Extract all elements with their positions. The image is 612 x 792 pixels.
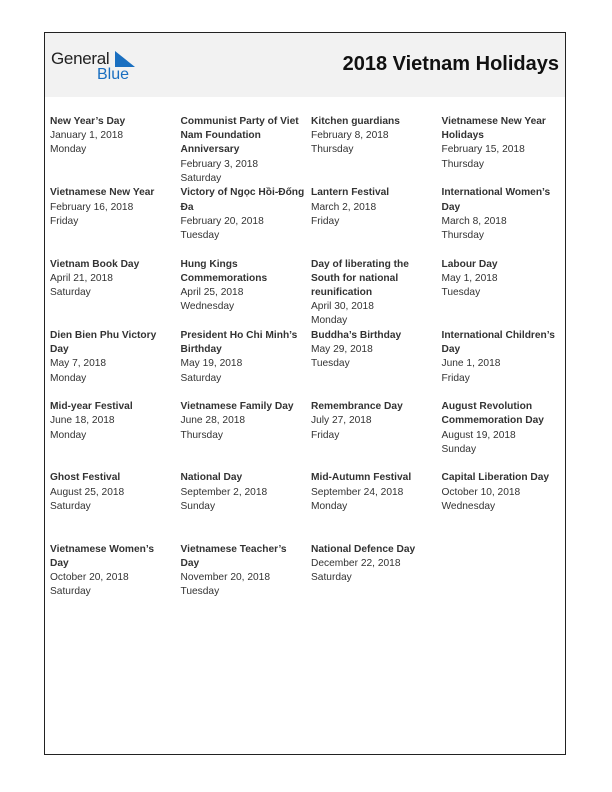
holiday-weekday: Tuesday <box>180 586 220 598</box>
brand-logo <box>51 47 141 83</box>
holiday-entry <box>442 329 573 400</box>
logo-general-text: General <box>51 49 110 68</box>
holiday-entry <box>181 471 312 542</box>
holiday-date: March 2, 2018 <box>311 201 377 213</box>
holiday-entry <box>442 471 573 542</box>
holiday-date: May 1, 2018 <box>441 272 498 284</box>
holiday-entry <box>442 186 573 257</box>
holiday-entry <box>181 115 312 186</box>
holiday-entry <box>442 258 573 329</box>
holiday-name: Vietnamese Family Day <box>180 401 294 413</box>
holiday-date: June 18, 2018 <box>50 415 115 427</box>
holiday-date: May 19, 2018 <box>180 358 243 370</box>
holiday-date: April 30, 2018 <box>311 301 374 313</box>
holiday-date: August 25, 2018 <box>50 486 125 498</box>
holiday-weekday: Saturday <box>50 287 91 298</box>
holiday-weekday: Monday <box>50 144 87 156</box>
holiday-name: Hung Kings Commemorations <box>180 258 268 284</box>
holiday-entry <box>181 258 312 329</box>
holiday-name: Dien Bien Phu Victory Day <box>50 329 157 356</box>
holiday-entry <box>181 543 312 614</box>
holiday-entry <box>311 400 442 471</box>
holiday-date: August 19, 2018 <box>441 429 516 441</box>
holiday-entry <box>50 543 181 614</box>
holiday-name: Labour Day <box>441 258 498 270</box>
holiday-name: August Revolution Commemoration Day <box>441 401 544 427</box>
holiday-date: July 27, 2018 <box>311 415 372 427</box>
holiday-name: National Defence Day <box>311 543 416 555</box>
holiday-date: June 1, 2018 <box>441 358 501 370</box>
holiday-name: Capital Liberation Day <box>441 472 550 484</box>
holiday-name: New Year’s Day <box>50 116 126 127</box>
holiday-entry <box>50 115 181 186</box>
holiday-weekday: Tuesday <box>311 358 350 370</box>
holiday-name: International Women’s Day <box>441 187 551 213</box>
holiday-name: Remembrance Day <box>311 401 403 413</box>
holiday-date: September 2, 2018 <box>180 486 268 498</box>
holiday-weekday: Tuesday <box>180 229 220 241</box>
holiday-weekday: Wednesday <box>441 500 496 512</box>
holiday-entry <box>50 329 181 400</box>
holiday-entry <box>311 543 442 614</box>
holiday-weekday: Wednesday <box>180 301 235 313</box>
holiday-entry <box>311 258 442 329</box>
holiday-name: Mid-Autumn Festival <box>311 472 412 484</box>
holiday-date: June 28, 2018 <box>180 415 246 427</box>
page-frame <box>44 32 566 755</box>
holiday-entry <box>311 329 442 400</box>
holiday-date: February 3, 2018 <box>180 158 259 170</box>
holiday-entry <box>50 471 181 542</box>
holiday-weekday: Sunday <box>180 500 216 512</box>
holiday-entry <box>311 186 442 257</box>
holiday-grid <box>50 115 570 614</box>
holiday-date: October 20, 2018 <box>50 572 129 584</box>
holiday-name: Lantern Festival <box>311 187 390 199</box>
holiday-name: Day of liberating the South for national reunification <box>311 258 409 298</box>
holiday-date: May 7, 2018 <box>50 358 107 370</box>
holiday-name: Vietnamese New Year Holidays <box>441 116 546 142</box>
holiday-weekday: Sunday <box>441 443 477 455</box>
holiday-date: April 21, 2018 <box>50 272 113 284</box>
holiday-date: December 22, 2018 <box>311 557 401 569</box>
holiday-entry <box>442 115 573 186</box>
holiday-entry <box>311 115 442 186</box>
holiday-name: Vietnamese Women’s Day <box>50 543 154 569</box>
holiday-date: February 20, 2018 <box>180 215 264 227</box>
holiday-name: International Children’s Day <box>441 329 555 356</box>
holiday-date: September 24, 2018 <box>311 486 404 498</box>
holiday-name: Communist Party of Viet Nam Foundation Anniversary <box>180 116 299 156</box>
holiday-name: President Ho Chi Minh’s Birthday <box>180 329 298 356</box>
holiday-weekday: Thursday <box>441 229 484 241</box>
holiday-date: February 15, 2018 <box>441 144 525 156</box>
holiday-weekday: Monday <box>311 315 348 327</box>
logo-triangle-icon <box>115 51 135 67</box>
holiday-date: October 10, 2018 <box>441 486 521 498</box>
holiday-name: Mid-year Festival <box>50 401 133 413</box>
holiday-entry <box>50 186 181 257</box>
holiday-weekday: Saturday <box>311 572 352 584</box>
holiday-date: May 29, 2018 <box>311 344 373 356</box>
holiday-name: Vietnam Book Day <box>50 258 140 270</box>
holiday-weekday: Thursday <box>441 158 484 170</box>
logo-blue-text: Blue <box>97 66 130 83</box>
holiday-weekday: Friday <box>311 215 340 227</box>
holiday-entry <box>311 471 442 542</box>
holiday-entry <box>50 400 181 471</box>
holiday-weekday: Monday <box>311 500 348 512</box>
holiday-weekday: Saturday <box>50 500 91 512</box>
holiday-date: March 8, 2018 <box>441 215 507 227</box>
holiday-name: Victory of Ngọc Hồi-Đống Đa <box>180 187 305 213</box>
holiday-date: April 25, 2018 <box>180 287 244 298</box>
holiday-entry <box>50 258 181 329</box>
holiday-name: Kitchen guardians <box>311 116 400 127</box>
holiday-name: Vietnamese Teacher’s Day <box>180 543 287 569</box>
holiday-name: Ghost Festival <box>50 472 121 484</box>
holiday-weekday: Friday <box>311 429 340 441</box>
holiday-date: November 20, 2018 <box>180 572 270 584</box>
holiday-weekday: Saturday <box>180 372 222 384</box>
holiday-weekday: Friday <box>441 372 470 384</box>
holiday-weekday: Tuesday <box>441 287 481 298</box>
holiday-weekday: Monday <box>50 372 87 384</box>
holiday-entry <box>442 400 573 471</box>
holiday-name: Vietnamese New Year <box>50 187 155 199</box>
holiday-entry <box>181 400 312 471</box>
holiday-name: Buddha’s Birthday <box>311 329 402 341</box>
holiday-name: National Day <box>180 472 243 484</box>
holiday-date: February 16, 2018 <box>50 201 134 213</box>
holiday-weekday: Monday <box>50 429 87 441</box>
holiday-weekday: Thursday <box>311 144 354 156</box>
holiday-date: January 1, 2018 <box>50 130 124 142</box>
header-bar <box>45 33 565 97</box>
holiday-date: February 8, 2018 <box>311 130 389 142</box>
holiday-entry <box>181 329 312 400</box>
holiday-weekday: Saturday <box>50 586 91 598</box>
holiday-weekday: Saturday <box>180 172 222 184</box>
page-title: 2018 Vietnam Holidays <box>342 53 559 75</box>
holiday-entry <box>181 186 312 257</box>
holiday-weekday: Thursday <box>180 429 223 441</box>
holiday-weekday: Friday <box>50 215 79 227</box>
